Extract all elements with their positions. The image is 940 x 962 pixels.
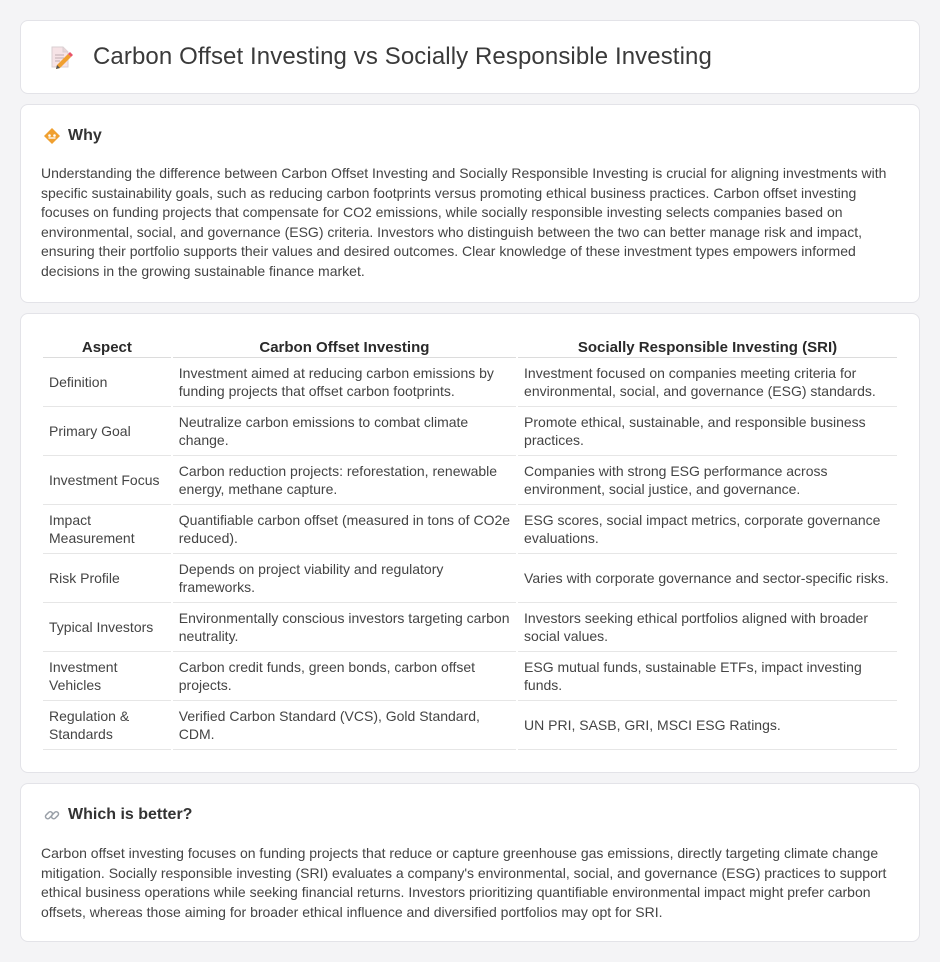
table-row xyxy=(43,554,897,603)
why-section xyxy=(20,104,920,303)
memo-pencil-icon xyxy=(47,44,73,70)
row-carbon-offset: Quantifiable carbon offset (measured in tons of CO2e reduced). xyxy=(173,505,516,554)
comparison-table xyxy=(41,336,899,750)
row-aspect: Primary Goal xyxy=(43,407,171,456)
row-sri: Promote ethical, sustainable, and responsible business practices. xyxy=(518,407,897,456)
row-aspect: Risk Profile xyxy=(43,554,171,603)
title-card xyxy=(20,20,920,94)
row-sri: Companies with strong ESG performance across environment, social justice, and governance. xyxy=(518,456,897,505)
row-sri: Investment focused on companies meeting criteria for environmental, social, and governance (ESG) standards. xyxy=(518,358,897,407)
row-carbon-offset: Neutralize carbon emissions to combat climate change. xyxy=(173,407,516,456)
header-aspect: Aspect xyxy=(43,336,171,358)
table-row xyxy=(43,456,897,505)
row-carbon-offset: Depends on project viability and regulatory frameworks. xyxy=(173,554,516,603)
row-aspect: Regulation & Standards xyxy=(43,701,171,750)
which-better-section xyxy=(20,783,920,942)
header-sri: Socially Responsible Investing (SRI) xyxy=(518,336,897,358)
better-body: Carbon offset investing focuses on funding projects that reduce or capture greenhouse gas emissions, directly targeting climate change mitigation. Socially responsible investing (SRI) evaluates a company's environmental, social, and governance (ESG) practices to support ethical business operations while seeking financial returns. Investors prioritizing quantifiable environmental impact might prefer carbon offsets, whereas those aiming for broader ethical influence and diversified portfolios may opt for SRI. xyxy=(41,845,887,920)
why-heading: Why xyxy=(68,127,102,144)
row-sri: Varies with corporate governance and sector-specific risks. xyxy=(518,554,897,603)
row-aspect: Definition xyxy=(43,358,171,407)
table-row xyxy=(43,505,897,554)
header-carbon-offset: Carbon Offset Investing xyxy=(173,336,516,358)
row-aspect: Investment Focus xyxy=(43,456,171,505)
row-aspect: Investment Vehicles xyxy=(43,652,171,701)
row-aspect: Typical Investors xyxy=(43,603,171,652)
better-heading: Which is better? xyxy=(68,806,193,823)
link-icon xyxy=(43,806,61,824)
row-carbon-offset: Verified Carbon Standard (VCS), Gold Standard, CDM. xyxy=(173,701,516,750)
row-aspect: Impact Measurement xyxy=(43,505,171,554)
comparison-section xyxy=(20,313,920,773)
why-header xyxy=(43,127,102,145)
row-carbon-offset: Carbon reduction projects: reforestation, renewable energy, methane capture. xyxy=(173,456,516,505)
warning-diamond-icon xyxy=(43,127,61,145)
page-title: Carbon Offset Investing vs Socially Responsible Investing xyxy=(93,43,712,70)
title-row xyxy=(47,43,712,71)
table-row xyxy=(43,358,897,407)
table-row xyxy=(43,701,897,750)
row-sri: Investors seeking ethical portfolios aligned with broader social values. xyxy=(518,603,897,652)
row-carbon-offset: Carbon credit funds, green bonds, carbon offset projects. xyxy=(173,652,516,701)
table-header-row xyxy=(43,336,897,358)
row-sri: ESG scores, social impact metrics, corporate governance evaluations. xyxy=(518,505,897,554)
table-row xyxy=(43,652,897,701)
table-row xyxy=(43,603,897,652)
row-carbon-offset: Investment aimed at reducing carbon emissions by funding projects that offset carbon footprints. xyxy=(173,358,516,407)
row-sri: ESG mutual funds, sustainable ETFs, impact investing funds. xyxy=(518,652,897,701)
table-row xyxy=(43,407,897,456)
row-sri: UN PRI, SASB, GRI, MSCI ESG Ratings. xyxy=(518,701,897,750)
better-header xyxy=(43,806,192,824)
row-carbon-offset: Environmentally conscious investors targeting carbon neutrality. xyxy=(173,603,516,652)
why-body: Understanding the difference between Carbon Offset Investing and Socially Responsible Investing is crucial for aligning investments with specific sustainability goals, such as reducing carbon footprints versus promoting ethical business practices. Carbon offset investing focuses on funding projects that compensate for CO2 emissions, while socially responsible investing selects companies based on environmental, social, and governance (ESG) criteria. Investors who distinguish between the two can better manage risk and impact, ensuring their portfolio supports their values and desired outcomes. Clear knowledge of these investment types empowers informed decisions in the growing sustainable finance market. xyxy=(41,165,887,279)
